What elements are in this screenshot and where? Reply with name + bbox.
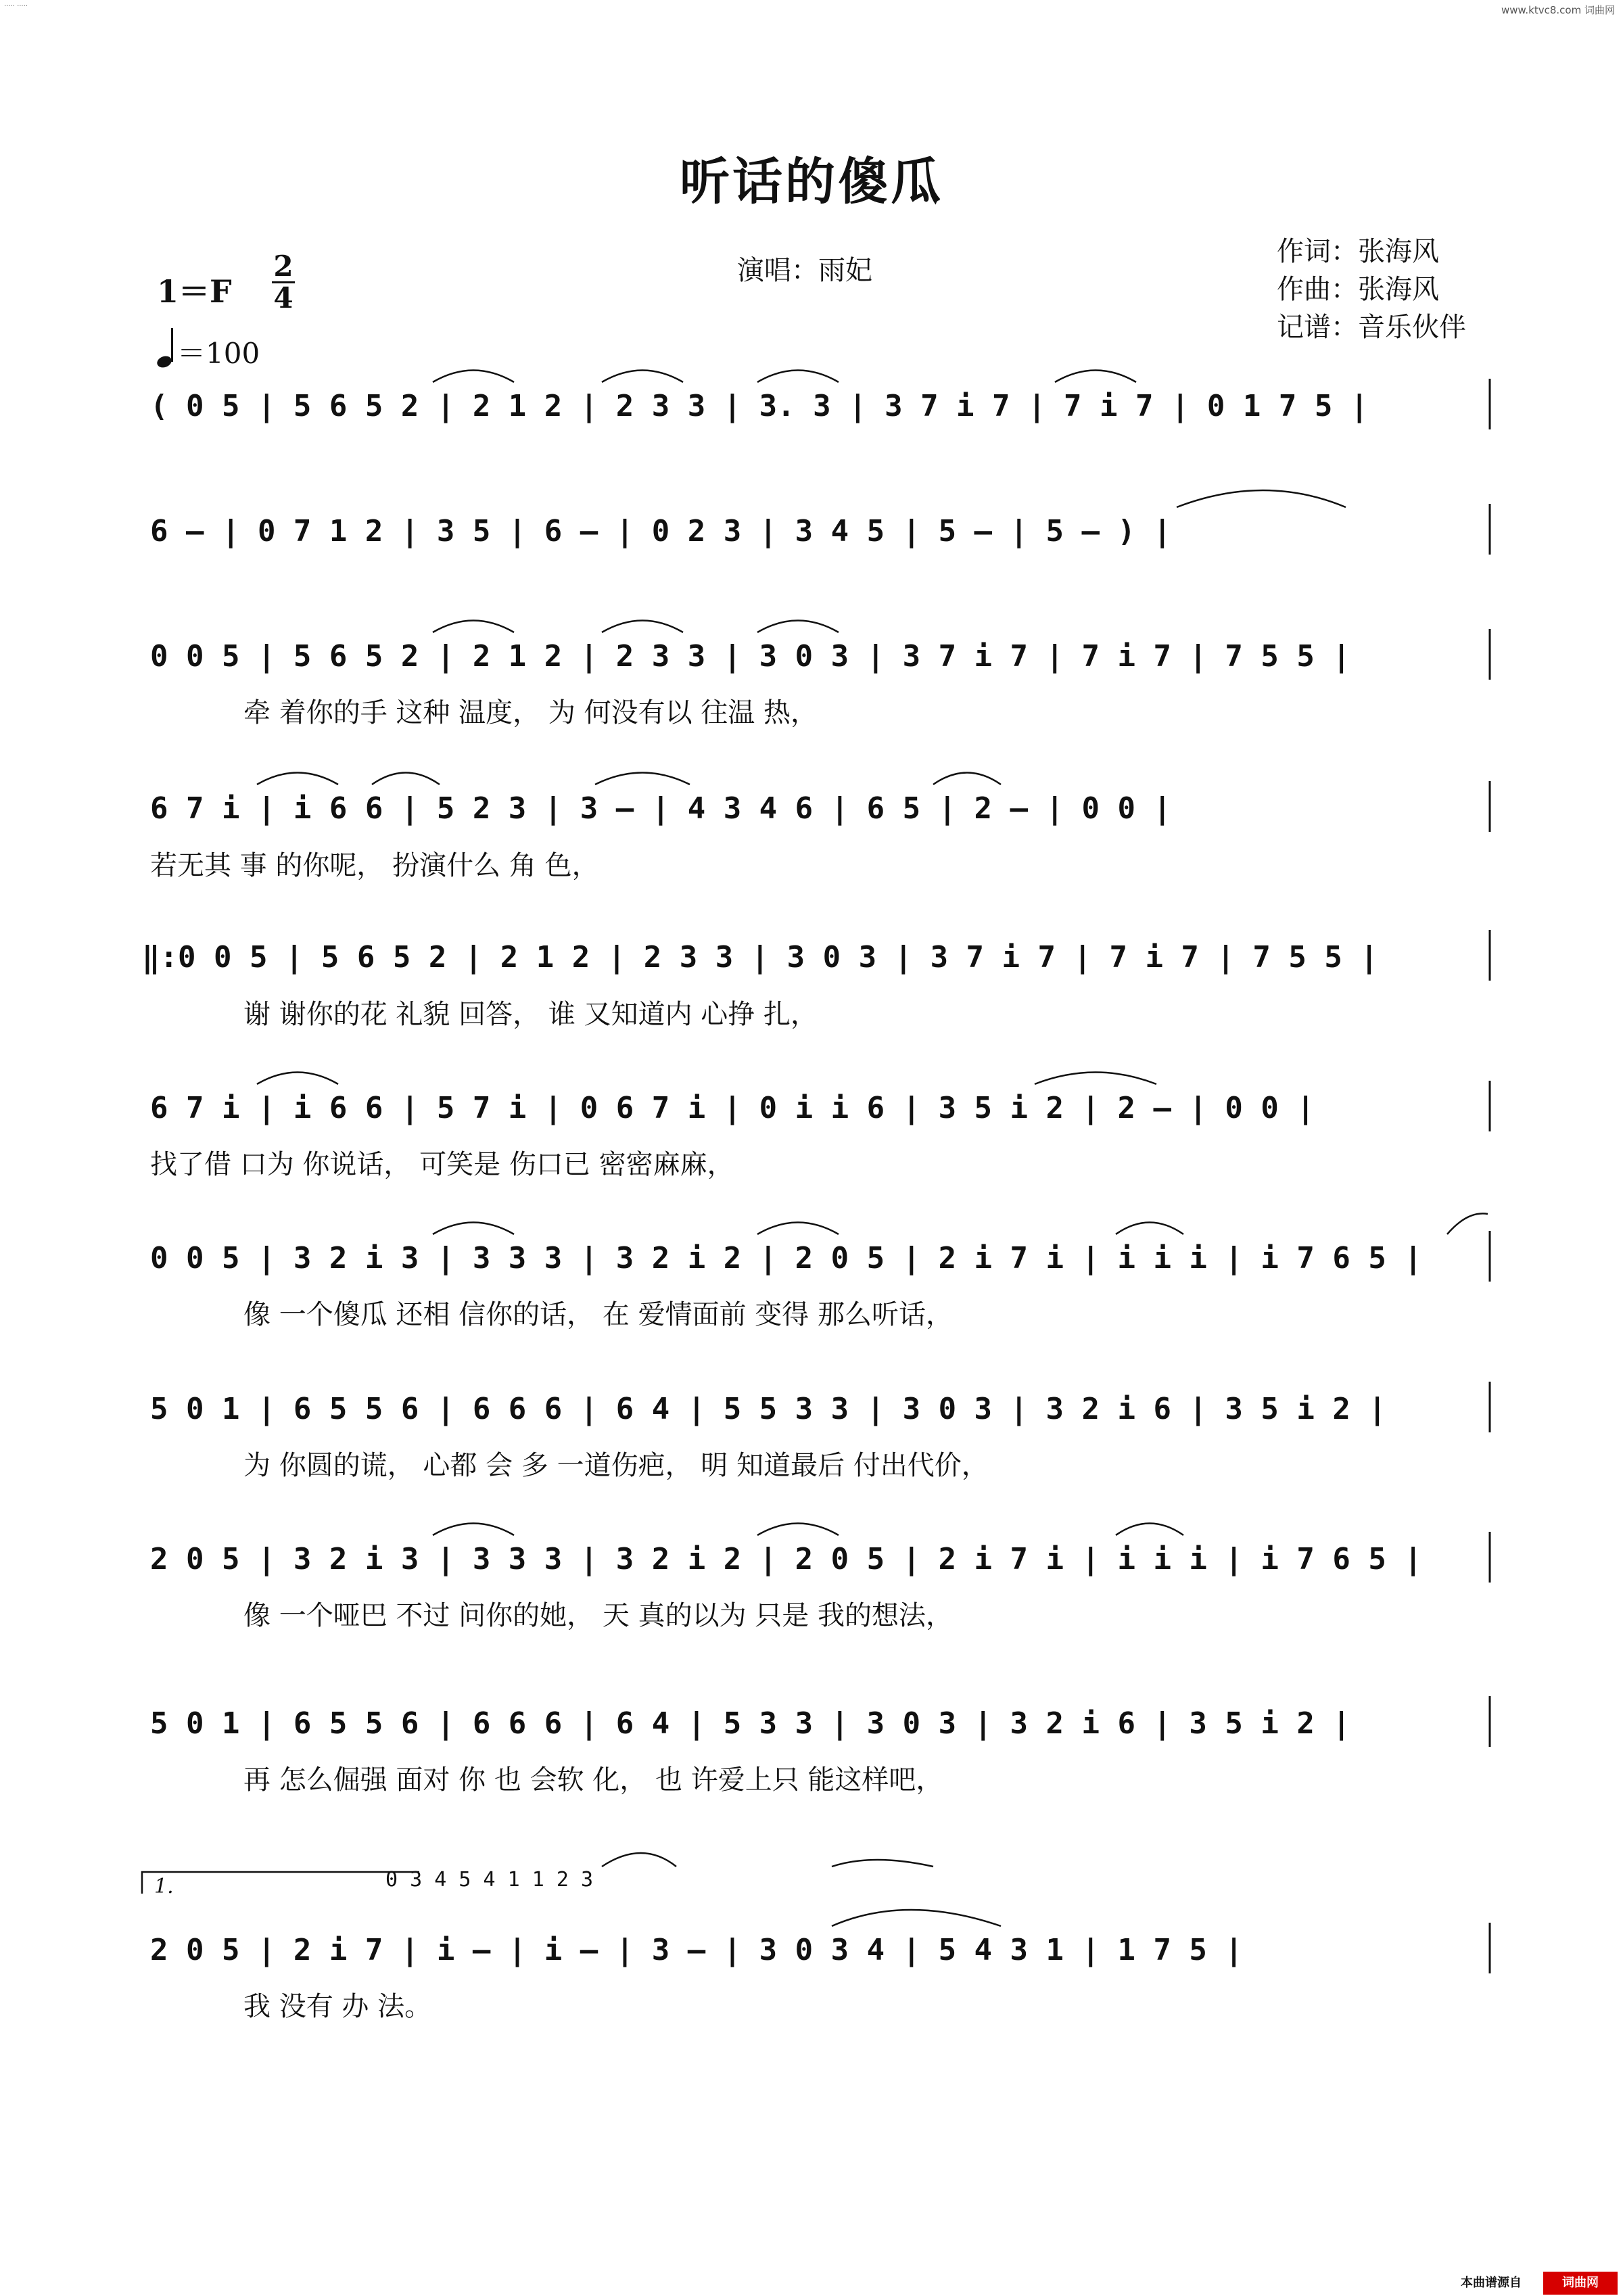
- score-row-10-notes: 5 0 1 | 6 5 5 6 | 6 6 6 | 6 4 | 5 3 3 | 3 0 3 | 3 2 i 6 | 3 5 i 2 |: [150, 1706, 1350, 1741]
- score-row-4-lyrics: 若无其 事 的你呢， 扮演什么 角 色，: [150, 850, 599, 881]
- slur: [933, 773, 1001, 785]
- score-row-5-notes: ‖:0 0 5 | 5 6 5 2 | 2 1 2 | 2 3 3 | 3 0 3 | 3 7 i 7 | 7 i 7 | 7 5 5 |: [142, 940, 1378, 975]
- score-row-3-lyrics: 牵 着你的手 这种 温度， 为 何没有以 往温 热，: [243, 697, 818, 728]
- score-row-6-notes: 6 7 i | i 6 6 | 5 7 i | 0 6 7 i | 0 i i 6 | 3 5 i 2 | 2 – | 0 0 |: [150, 1091, 1315, 1125]
- score-row-3-notes: 0 0 5 | 5 6 5 2 | 2 1 2 | 2 3 3 | 3 0 3 | 3 7 i 7 | 7 i 7 | 7 5 5 |: [150, 639, 1350, 674]
- slur: [433, 1223, 514, 1235]
- slur: [433, 371, 514, 383]
- score-row-7-notes: 0 0 5 | 3 2 i 3 | 3 3 3 | 3 2 i 2 | 2 0 5 | 2 i 7 i | i i i | i 7 6 5 |: [150, 1241, 1422, 1275]
- slur: [1116, 1223, 1183, 1235]
- score-row-2-notes: 6 – | 0 7 1 2 | 3 5 | 6 – | 0 2 3 | 3 4 5 | 5 – | 5 – ) |: [150, 514, 1171, 548]
- transcriber-credit: 记谱：音乐伙伴: [1277, 312, 1466, 343]
- slur: [257, 773, 338, 785]
- composer-credit: 作曲：张海风: [1277, 274, 1439, 305]
- score-row-9-lyrics: 像 一个哑巴 不过 问你的她， 天 真的以为 只是 我的想法，: [243, 1600, 954, 1631]
- header-tiny-text: ····· ·····: [4, 3, 28, 10]
- score-row-11-notes: 2 0 5 | 2 i 7 | i – | i – | 3 – | 3 0 3 4 | 5 4 3 1 | 1 7 5 |: [150, 1933, 1243, 1967]
- slur: [1116, 1524, 1183, 1536]
- score-row-10-lyrics: 再 怎么倔强 面对 你 也 会软 化， 也 许爱上只 能这样吧，: [243, 1764, 943, 1796]
- key-signature: 1＝F: [157, 273, 232, 310]
- slur: [757, 371, 839, 383]
- site-url-text[interactable]: www.ktvc8.com 词曲网: [1501, 4, 1615, 16]
- slur: [757, 1223, 839, 1235]
- slur: [1055, 371, 1136, 383]
- slur: [832, 1910, 1001, 1926]
- score-row-9-notes: 2 0 5 | 3 2 i 3 | 3 3 3 | 3 2 i 2 | 2 0 5 | 2 i 7 i | i i i | i 7 6 5 |: [150, 1542, 1422, 1576]
- ossia-notes: 0 3 4 5 4 1 1 2 3: [385, 1868, 594, 1892]
- lyricist-credit: 作词：张海风: [1277, 236, 1439, 267]
- score-row-8-notes: 5 0 1 | 6 5 5 6 | 6 6 6 | 6 4 | 5 5 3 3 | 3 0 3 | 3 2 i 6 | 3 5 i 2 |: [150, 1392, 1386, 1426]
- score-row-11-lyrics: 我 没有 办 法。: [243, 1991, 432, 2022]
- slur: [757, 621, 839, 633]
- song-title: 听话的傻瓜: [680, 153, 943, 211]
- slur: [602, 371, 683, 383]
- slur: [257, 1073, 338, 1085]
- tempo-value: ＝100: [177, 337, 260, 370]
- score-row-4-notes: 6 7 i | i 6 6 | 5 2 3 | 3 – | 4 3 4 6 | 6 5 | 2 – | 0 0 |: [150, 791, 1171, 826]
- slur: [595, 773, 690, 785]
- volta-label: 1.: [154, 1875, 174, 1898]
- score-row-8-lyrics: 为 你圆的谎， 心都 会 多 一道伤疤， 明 知道最后 付出代价，: [243, 1450, 989, 1481]
- slur: [433, 1524, 514, 1536]
- footer-source-text: 本曲谱源自: [1461, 2276, 1522, 2290]
- slur: [832, 1860, 933, 1867]
- time-sig-bottom: 4: [273, 281, 293, 314]
- slur: [602, 1853, 676, 1867]
- score-row-6-lyrics: 找了借 口为 你说话， 可笑是 伤口已 密密麻麻，: [150, 1149, 734, 1180]
- time-sig-top: 2: [273, 250, 293, 283]
- slur: [1447, 1213, 1488, 1234]
- slur: [433, 621, 514, 633]
- slur: [1177, 490, 1346, 507]
- footer-site-logo[interactable]: 词曲网: [1543, 2272, 1618, 2295]
- volta-bracket: [142, 1872, 419, 1894]
- slur: [602, 621, 683, 633]
- slur: [1035, 1073, 1156, 1085]
- score-row-5-lyrics: 谢 谢你的花 礼貌 回答， 谁 又知道内 心挣 扎，: [243, 999, 818, 1030]
- slur: [372, 773, 440, 785]
- score-row-7-lyrics: 像 一个傻瓜 还相 信你的话， 在 爱情面前 变得 那么听话，: [243, 1299, 954, 1330]
- slur: [757, 1524, 839, 1536]
- singer-credit: 演唱：雨妃: [737, 255, 872, 286]
- score-row-1-notes: ( 0 5 | 5 6 5 2 | 2 1 2 | 2 3 3 | 3. 3 | 3 7 i 7 | 7 i 7 | 0 1 7 5 |: [150, 389, 1369, 423]
